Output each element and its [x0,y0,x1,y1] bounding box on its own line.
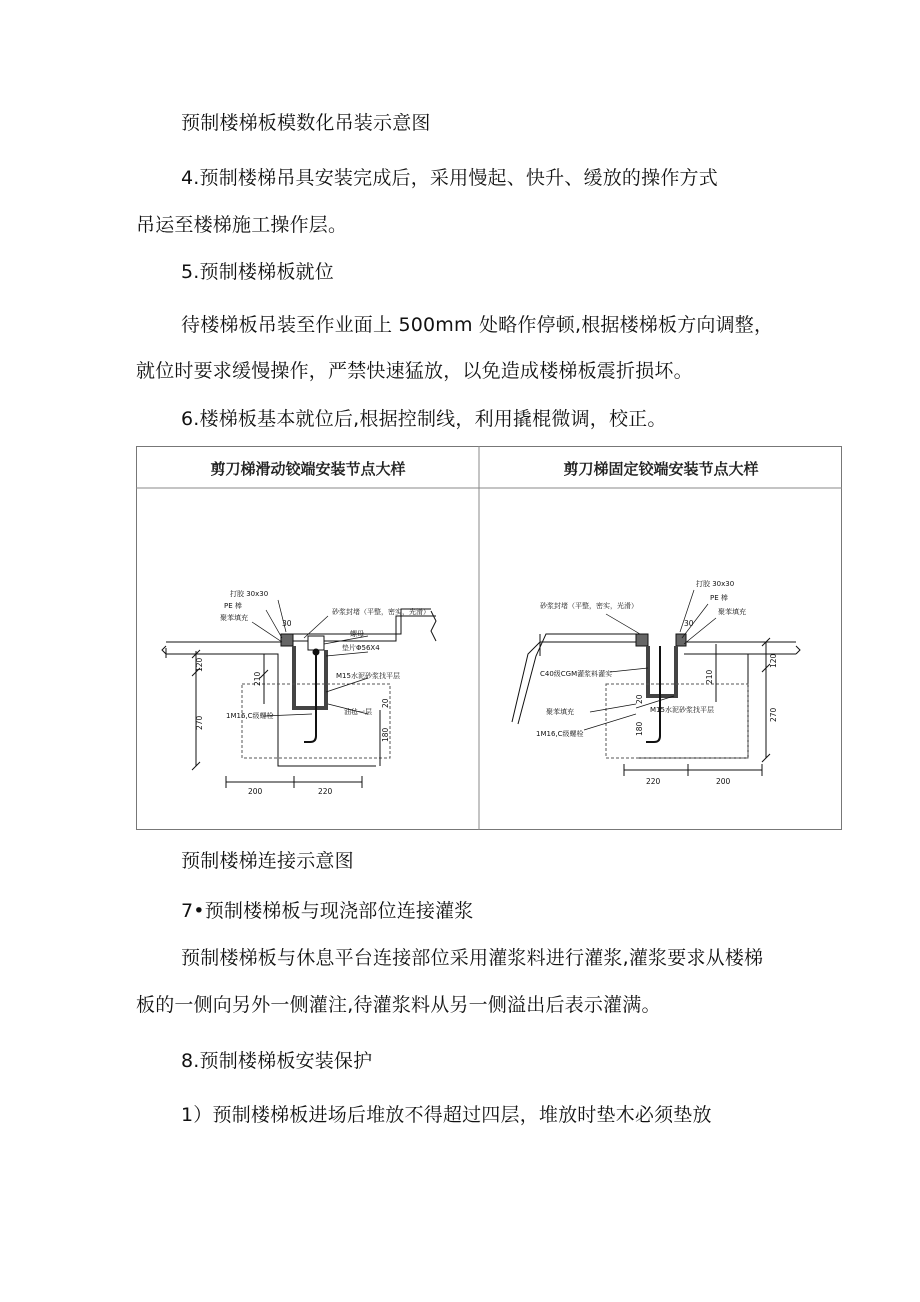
right-label-grout: C40级CGM灌浆料灌实 [540,670,613,678]
left-label-filler: 聚苯填充 [220,614,248,622]
right-label-bolt: 1M16,C级螺栓 [536,730,584,738]
right-dim-120: 120 [769,653,778,668]
step6: 6.楼梯板基本就位后,根据控制线，利用撬棍微调，校正。 [181,408,667,430]
left-dim-20: 20 [381,698,390,708]
right-label-filler: 聚苯填充 [718,608,746,616]
step4-line1: 4.预制楼梯吊具安装完成后，采用慢起、快升、缓放的操作方式 [181,167,718,189]
step7-line2: 板的一侧向另外一侧灌注,待灌浆料从另一侧溢出后表示灌满。 [136,994,661,1016]
right-label-filler2: 聚苯填充 [546,708,574,716]
stair-connection-figure [136,446,842,830]
left-label-caulk: 打胶 30x30 [230,590,269,598]
right-dim-210: 210 [705,669,714,684]
right-label-caulk: 打胶 30x30 [696,580,735,588]
step5-title: 5.预制楼梯板就位 [181,261,334,283]
right-dim-20: 20 [635,694,644,704]
left-dim-220: 220 [318,787,333,796]
step8-title: 8.预制楼梯板安装保护 [181,1050,373,1072]
right-dim-200: 200 [716,777,731,786]
step7-line1: 预制楼梯板与休息平台连接部位采用灌浆料进行灌浆,灌浆要求从楼梯 [181,947,764,969]
right-label-mortar-seal: 砂浆封堵（平整，密实，光滑） [540,602,638,610]
left-dim-30: 30 [282,619,292,628]
step7-title: 7•预制楼梯板与现浇部位连接灌浆 [181,900,474,922]
right-dim-30: 30 [684,619,694,628]
step5-line2: 就位时要求缓慢操作，严禁快速猛放，以免造成楼梯板震折损坏。 [136,360,693,382]
step8-item1: 1）预制楼梯板进场后堆放不得超过四层，堆放时垫木必须垫放 [181,1104,712,1126]
right-label-pe-rod: PE 棒 [710,594,728,602]
left-panel-header: 剪刀梯滑动铰端安装节点大样 [210,460,406,478]
step4-line2: 吊运至楼梯施工操作层。 [136,214,348,236]
left-label-oil-layer: 油毡一层 [344,708,372,716]
left-dim-270: 270 [195,715,204,730]
left-dim-180: 180 [381,727,390,742]
left-label-bolt: 1M16,C级螺栓 [226,712,274,720]
left-dim-200: 200 [248,787,263,796]
right-panel-header: 剪刀梯固定铰端安装节点大样 [563,460,759,478]
right-dim-180: 180 [635,721,644,736]
connection-drawing [136,446,842,830]
step5-line1: 待楼梯板吊装至作业面上 500mm 处略作停顿,根据楼梯板方向调整， [181,314,774,336]
left-label-pe-rod: PE 棒 [224,602,242,610]
left-label-mortar-seal: 砂浆封堵（平整，密实，光滑） [332,608,430,616]
right-dim-220: 220 [646,777,661,786]
right-dim-270: 270 [769,707,778,722]
left-dim-120: 120 [195,657,204,672]
left-dim-210: 210 [253,671,262,686]
caption-connection-diagram: 预制楼梯连接示意图 [181,850,354,872]
left-label-m15-layer: M15水泥砂浆找平层 [336,672,400,680]
left-label-nut: 螺母 [350,630,364,638]
right-label-m15-layer: M15水泥砂浆找平层 [650,706,714,714]
figure-frame [137,447,842,830]
left-label-washer: 垫片Φ56X4 [342,644,380,652]
caption-hoisting-diagram: 预制楼梯板模数化吊装示意图 [181,112,431,134]
